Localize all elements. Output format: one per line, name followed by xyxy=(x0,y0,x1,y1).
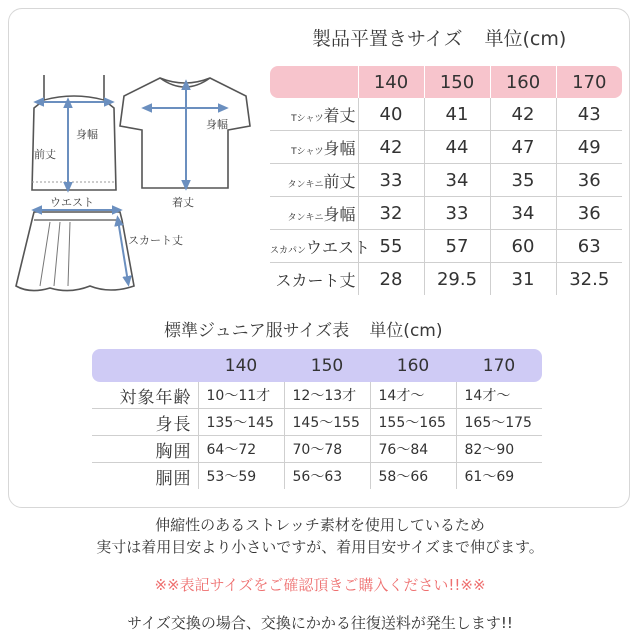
table2-corner xyxy=(92,349,198,382)
row-label xyxy=(270,164,358,197)
table-cell: 58〜66 xyxy=(370,463,456,490)
table-row xyxy=(92,436,542,463)
table1-unit: 単位(cm) xyxy=(484,28,567,50)
row-label xyxy=(270,230,371,263)
table1-corner xyxy=(270,66,358,98)
row-label-text: 身幅 xyxy=(323,138,356,158)
table-cell: 36 xyxy=(556,197,622,230)
table-cell: 33 xyxy=(424,197,490,230)
table-cell: 53〜59 xyxy=(198,463,284,490)
table-row xyxy=(270,197,622,230)
table-cell: 33 xyxy=(358,164,424,197)
table-row xyxy=(92,463,542,490)
table-cell: 34 xyxy=(490,197,556,230)
table-cell: 47 xyxy=(490,131,556,164)
row-label-prefix: タンキニ xyxy=(287,212,324,223)
row-label-text: スカート丈 xyxy=(275,270,356,290)
exchange-note: サイズ交換の場合、交換にかかる往復送料が発生します!! xyxy=(127,614,513,632)
table1-title-text: 製品平置きサイズ xyxy=(312,28,463,50)
table-cell: 155〜165 xyxy=(370,409,456,436)
table-cell: 42 xyxy=(358,131,424,164)
table-cell: 32 xyxy=(358,197,424,230)
tshirt-width-label: 身幅 xyxy=(206,118,228,131)
table-cell: 63 xyxy=(556,230,622,263)
size-warning: ※※表記サイズをご確認頂きご購入ください!!※※ xyxy=(154,576,486,594)
table1-title xyxy=(312,24,602,54)
table-row xyxy=(270,230,622,263)
table-cell: 41 xyxy=(424,98,490,131)
table-row xyxy=(92,409,542,436)
table-cell: 145〜155 xyxy=(284,409,370,436)
table-row xyxy=(92,382,542,409)
row-label-text: ウエスト xyxy=(306,237,371,257)
table-cell: 31 xyxy=(490,263,556,296)
table-cell: 55 xyxy=(358,230,424,263)
tankini-width-label: 身幅 xyxy=(76,128,98,141)
row-label: 身長 xyxy=(92,409,198,436)
table2-header-row xyxy=(92,349,542,382)
table1-header-row xyxy=(270,66,622,98)
table-cell: 36 xyxy=(556,164,622,197)
row-label-text: 着丈 xyxy=(323,105,356,125)
row-label-prefix: Tシャツ xyxy=(291,113,324,124)
table2-unit: 単位(cm) xyxy=(369,321,443,341)
table2-size-header: 150 xyxy=(284,349,370,382)
row-label-text: 身幅 xyxy=(323,204,356,224)
tshirt-drawing xyxy=(120,78,250,209)
table-row xyxy=(270,131,622,164)
table-cell: 35 xyxy=(490,164,556,197)
table-cell: 43 xyxy=(556,98,622,131)
table-cell: 135〜145 xyxy=(198,409,284,436)
table-cell: 14才〜 xyxy=(370,382,456,409)
skirt-waist-label: ウエスト xyxy=(50,196,94,209)
table-cell: 10〜11才 xyxy=(198,382,284,409)
skirt-drawing xyxy=(16,196,183,291)
notes-section xyxy=(0,514,640,634)
table-cell: 40 xyxy=(358,98,424,131)
stretch-note: 伸縮性のあるストレッチ素材を使用しているため xyxy=(155,516,485,534)
table-cell: 14才〜 xyxy=(456,382,542,409)
table-cell: 28 xyxy=(358,263,424,296)
row-label: 胴囲 xyxy=(92,463,198,490)
table-row xyxy=(270,263,622,296)
table-cell: 76〜84 xyxy=(370,436,456,463)
row-label: 対象年齢 xyxy=(119,387,192,408)
table-cell: 29.5 xyxy=(424,263,490,296)
fit-note: 実寸は着用目安より小さいですが、着用目安サイズまで伸びます。 xyxy=(96,538,544,556)
table-cell: 70〜78 xyxy=(284,436,370,463)
tankini-top-drawing xyxy=(32,75,116,190)
table-row xyxy=(270,164,622,197)
table-cell: 12〜13才 xyxy=(284,382,370,409)
table-cell: 165〜175 xyxy=(456,409,542,436)
row-label-prefix: Tシャツ xyxy=(291,146,324,157)
row-label-text: 前丈 xyxy=(323,171,356,191)
row-label-prefix: スカパン xyxy=(270,245,307,256)
table2-size-header: 170 xyxy=(456,349,542,382)
table-row xyxy=(270,98,622,131)
table-cell: 42 xyxy=(490,98,556,131)
table-cell: 56〜63 xyxy=(284,463,370,490)
table-cell: 57 xyxy=(424,230,490,263)
table-cell: 34 xyxy=(424,164,490,197)
junior-size-table xyxy=(92,349,542,489)
row-label xyxy=(270,197,358,230)
row-label xyxy=(270,131,358,164)
table2-size-header: 140 xyxy=(198,349,284,382)
table2-title xyxy=(164,316,484,340)
row-label: 胸囲 xyxy=(92,436,198,463)
row-label-prefix: タンキニ xyxy=(287,179,324,190)
table-cell: 61〜69 xyxy=(456,463,542,490)
table2-size-header: 160 xyxy=(370,349,456,382)
table1-size-header: 140 xyxy=(358,66,424,98)
skirt-length-label: スカート丈 xyxy=(128,234,183,247)
table-cell: 49 xyxy=(556,131,622,164)
row-label xyxy=(270,263,358,296)
table1-size-header: 150 xyxy=(424,66,490,98)
table1-size-header: 160 xyxy=(490,66,556,98)
table-cell: 82〜90 xyxy=(456,436,542,463)
tshirt-length-label: 着丈 xyxy=(172,196,194,209)
product-size-table xyxy=(270,66,622,295)
table-cell: 32.5 xyxy=(556,263,622,296)
garment-measurement-illustration xyxy=(10,60,260,310)
table1-size-header: 170 xyxy=(556,66,622,98)
table-cell: 44 xyxy=(424,131,490,164)
table2-title-text: 標準ジュニア服サイズ表 xyxy=(164,321,350,341)
tankini-length-label: 前丈 xyxy=(34,148,56,161)
table-cell: 64〜72 xyxy=(198,436,284,463)
row-label xyxy=(270,98,358,131)
table-cell: 60 xyxy=(490,230,556,263)
